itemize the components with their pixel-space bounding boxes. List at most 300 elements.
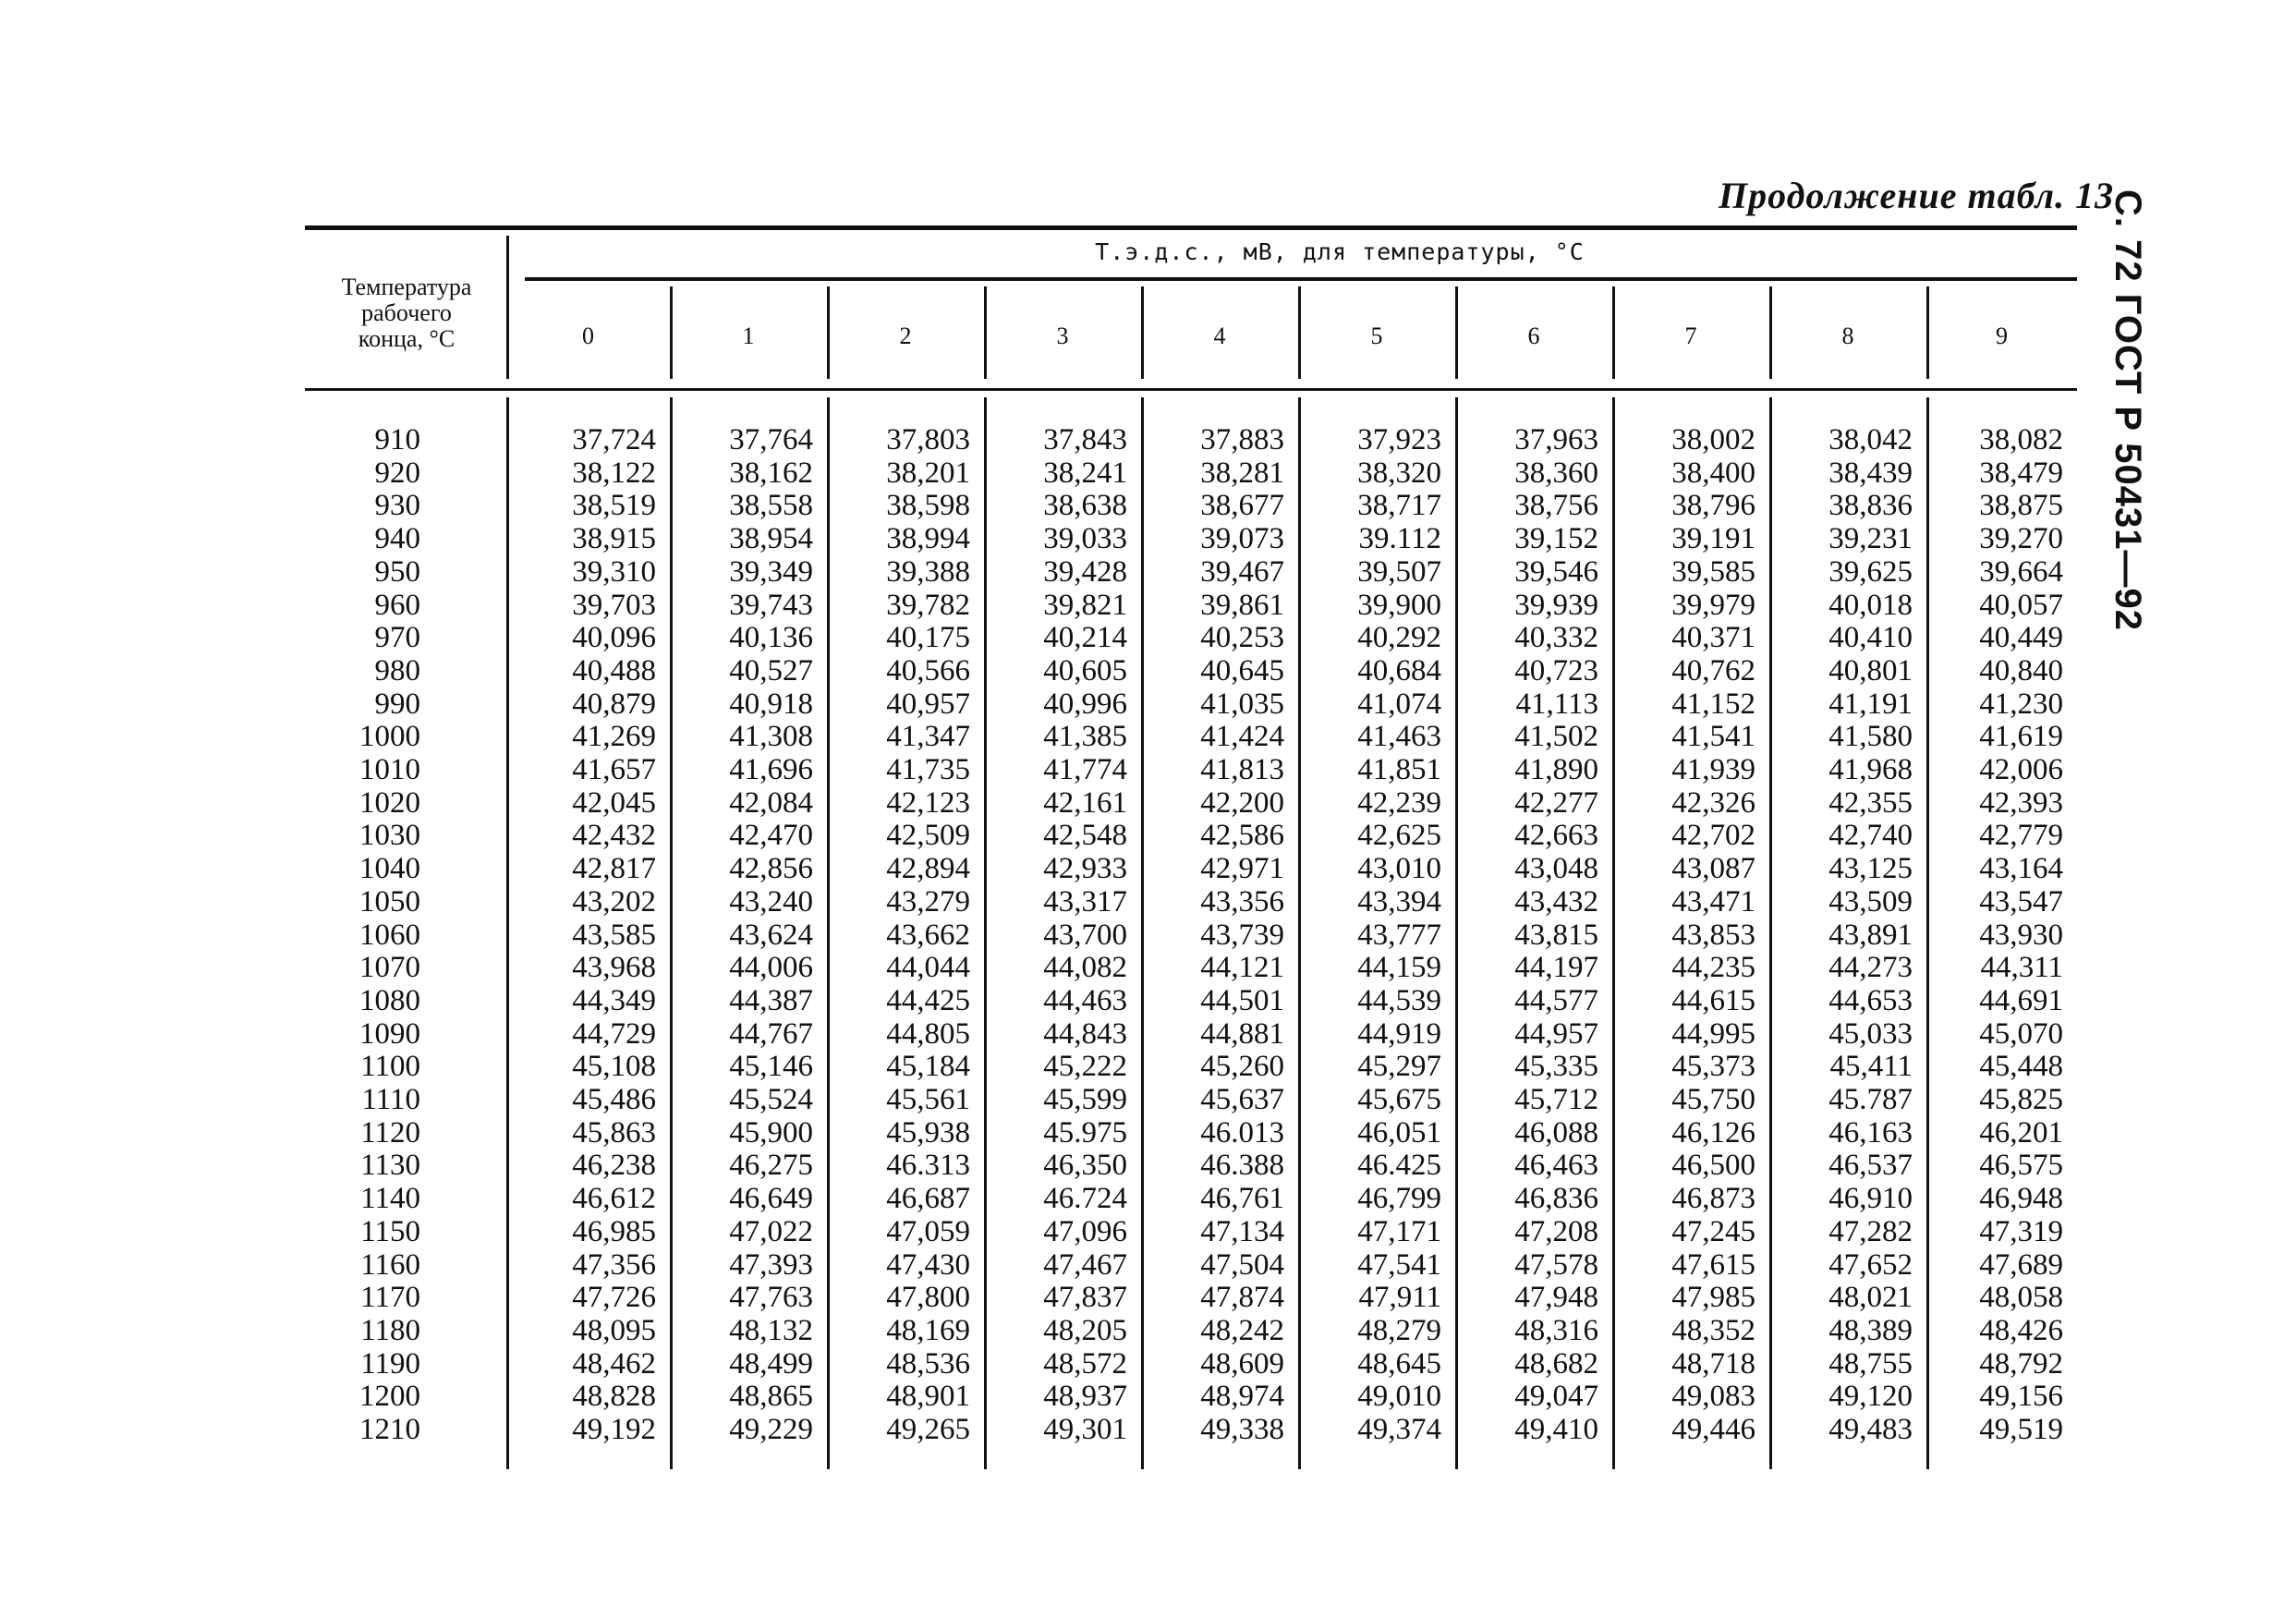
table-cell: 44,197 [1514, 951, 1598, 985]
table-cell: 37,764 [729, 423, 813, 456]
table-cell: 43,777 [1357, 918, 1441, 952]
table-row [0, 589, 2217, 622]
table-cell: 45,033 [1828, 1016, 1913, 1051]
row-temperature: 930 [374, 489, 420, 523]
table-cell: 39,388 [886, 554, 970, 589]
column-header: 3 [1056, 322, 1069, 349]
table-cell: 48,974 [1200, 1380, 1284, 1414]
table-cell: 40,332 [1514, 621, 1598, 655]
table-cell: 40,096 [572, 621, 656, 655]
table-cell: 43,240 [729, 884, 813, 918]
table-cell: 48,462 [572, 1346, 656, 1381]
table-cell: 46,575 [1979, 1149, 2063, 1183]
row-temperature: 910 [374, 423, 420, 456]
table-cell: 45,486 [572, 1083, 656, 1116]
table-cell: 42,856 [729, 852, 813, 886]
table-cell: 40,605 [1043, 653, 1127, 687]
table-cell: 42,239 [1357, 785, 1441, 820]
table-cell: 43,891 [1828, 918, 1913, 952]
row-temperature: 1150 [360, 1214, 420, 1248]
table-cell: 45,373 [1671, 1050, 1755, 1084]
table-cell: 48,242 [1200, 1313, 1284, 1347]
table-cell: 44,006 [729, 951, 813, 985]
table-cell: 43,700 [1043, 918, 1127, 952]
table-cell: 48,205 [1043, 1313, 1127, 1347]
table-cell: 48,828 [572, 1380, 656, 1414]
header-column-divider [1612, 286, 1615, 379]
table-cell: 39,703 [572, 588, 656, 622]
table-cell: 49,519 [1979, 1413, 2063, 1446]
table-cell: 40,253 [1200, 621, 1284, 655]
table-cell: 48,609 [1200, 1346, 1284, 1381]
table-cell: 41,230 [1979, 687, 2063, 721]
row-header-divider [506, 236, 509, 379]
table-cell: 39,821 [1043, 588, 1127, 622]
table-cell: 46.313 [886, 1149, 970, 1183]
header-column-divider [1141, 286, 1144, 379]
table-cell: 38,479 [1979, 456, 2063, 490]
table-cell: 42,663 [1514, 819, 1598, 853]
table-cell: 45,335 [1514, 1050, 1598, 1084]
table-cell: 41,735 [886, 753, 970, 786]
table-cell: 38,400 [1671, 456, 1755, 490]
table-cell: 40,410 [1828, 621, 1913, 655]
row-temperature: 920 [374, 456, 420, 490]
row-temperature: 1180 [360, 1313, 420, 1347]
table-cell: 38,756 [1514, 489, 1598, 523]
column-header: 9 [1996, 322, 2008, 349]
table-cell: 42,355 [1828, 785, 1913, 820]
table-cell: 42,740 [1828, 819, 1913, 853]
table-cell: 49,047 [1514, 1380, 1598, 1414]
table-cell: 48,937 [1043, 1380, 1127, 1414]
table-cell: 37,963 [1514, 423, 1598, 456]
table-cell: 42,432 [572, 819, 656, 853]
header-column-divider [1926, 286, 1929, 379]
table-cell: 40,566 [886, 653, 970, 687]
table-cell: 41,035 [1200, 687, 1284, 721]
table-cell: 37,883 [1200, 423, 1284, 456]
table-cell: 49,446 [1671, 1413, 1755, 1446]
table-cell: 47,171 [1357, 1214, 1441, 1248]
table-cell: 47,726 [572, 1281, 656, 1315]
table-cell: 38,598 [886, 489, 970, 523]
table-cell: 44,159 [1357, 951, 1441, 985]
table-cell: 47,059 [886, 1214, 970, 1248]
table-cell: 39,861 [1200, 588, 1284, 622]
table-cell: 44,273 [1828, 951, 1913, 985]
table-cell: 39,073 [1200, 522, 1284, 556]
row-temperature: 1050 [359, 884, 420, 918]
table-cell: 47,504 [1200, 1247, 1284, 1282]
table-cell: 44,235 [1671, 951, 1755, 985]
table-cell: 39,546 [1514, 554, 1598, 589]
table-cell: 48,058 [1979, 1281, 2063, 1315]
table-cell: 43,585 [572, 918, 656, 952]
table-cell: 40,136 [729, 621, 813, 655]
table-cell: 39,782 [886, 588, 970, 622]
table-cell: 46,687 [886, 1182, 970, 1216]
row-temperature: 1080 [359, 983, 420, 1017]
table-cell: 42,702 [1671, 819, 1755, 853]
table-cell: 45,561 [886, 1083, 970, 1116]
table-row [0, 1215, 2217, 1248]
table-cell: 44,995 [1671, 1016, 1755, 1051]
row-temperature: 1140 [360, 1182, 420, 1216]
table-cell: 44,729 [572, 1016, 656, 1051]
row-temperature: 1020 [359, 785, 420, 820]
table-cell: 47,615 [1671, 1247, 1755, 1282]
table-cell: 38,281 [1200, 456, 1284, 490]
table-cell: 40,645 [1200, 653, 1284, 687]
table-cell: 43,202 [572, 884, 656, 918]
table-row [0, 819, 2217, 852]
row-temperature: 1070 [359, 951, 420, 985]
table-cell: 41,191 [1828, 687, 1913, 721]
table-cell: 45,750 [1671, 1083, 1755, 1116]
table-row [0, 1116, 2217, 1150]
row-temperature: 1030 [359, 819, 420, 853]
table-cell: 41,308 [729, 720, 813, 754]
row-temperature: 1120 [360, 1115, 420, 1150]
table-cell: 46,799 [1357, 1182, 1441, 1216]
table-cell: 45.787 [1828, 1083, 1913, 1116]
table-cell: 38,042 [1828, 423, 1913, 456]
table-cell: 46,836 [1514, 1182, 1598, 1216]
table-row [0, 1182, 2217, 1215]
table-cell: 45,297 [1357, 1050, 1441, 1084]
table-cell: 47,689 [1979, 1247, 2063, 1282]
table-cell: 42,509 [886, 819, 970, 853]
table-cell: 38,954 [729, 522, 813, 556]
table-cell: 44,615 [1671, 983, 1755, 1017]
table-cell: 43,815 [1514, 918, 1598, 952]
table-cell: 42,123 [886, 785, 970, 820]
table-cell: 45,524 [729, 1083, 813, 1116]
table-cell: 43,317 [1043, 884, 1127, 918]
table-row [0, 456, 2217, 490]
table-row [0, 951, 2217, 984]
table-cell: 48,682 [1514, 1346, 1598, 1381]
table-cell: 45,675 [1357, 1083, 1441, 1116]
table-row [0, 522, 2217, 555]
table-cell: 45,938 [886, 1115, 970, 1150]
table-cell: 38,796 [1671, 489, 1755, 523]
table-cell: 45.975 [1043, 1115, 1127, 1150]
table-cell: 38,201 [886, 456, 970, 490]
table-cell: 46.724 [1043, 1182, 1127, 1216]
row-temperature: 1190 [360, 1346, 420, 1381]
table-cell: 45,712 [1514, 1083, 1598, 1116]
table-cell: 38,162 [729, 456, 813, 490]
table-cell: 49,120 [1828, 1380, 1913, 1414]
table-cell: 39,033 [1043, 522, 1127, 556]
table-row [0, 1314, 2217, 1347]
table-cell: 43,509 [1828, 884, 1913, 918]
table-row [0, 1347, 2217, 1381]
table-cell: 41,580 [1828, 720, 1913, 754]
table-cell: 41,890 [1514, 753, 1598, 786]
table-cell: 42,470 [729, 819, 813, 853]
table-cell: 44,501 [1200, 983, 1284, 1017]
table-cell: 47,356 [572, 1247, 656, 1282]
header-column-divider [1298, 286, 1301, 379]
table-cell: 40,684 [1357, 653, 1441, 687]
table-cell: 42,006 [1979, 753, 2063, 786]
table-cell: 45,863 [572, 1115, 656, 1150]
table-row [0, 489, 2217, 522]
table-cell: 47,319 [1979, 1214, 2063, 1248]
table-cell: 45,637 [1200, 1083, 1284, 1116]
table-row [0, 1149, 2217, 1182]
table-cell: 45,146 [729, 1050, 813, 1084]
table-cell: 40,488 [572, 653, 656, 687]
table-cell: 43,087 [1671, 852, 1755, 886]
table-cell: 48,572 [1043, 1346, 1127, 1381]
table-cell: 45,411 [1829, 1050, 1913, 1084]
table-cell: 38,915 [572, 522, 656, 556]
table-cell: 47,134 [1200, 1214, 1284, 1248]
table-cell: 46,873 [1671, 1182, 1755, 1216]
table-cell: 38,677 [1200, 489, 1284, 523]
table-row [0, 1248, 2217, 1282]
table-cell: 48,095 [572, 1313, 656, 1347]
row-temperature: 1100 [360, 1050, 420, 1084]
table-cell: 40,371 [1671, 621, 1755, 655]
table-cell: 40,918 [729, 687, 813, 721]
table-cell: 42,971 [1200, 852, 1284, 886]
table-cell: 48,792 [1979, 1346, 2063, 1381]
table-cell: 46,126 [1671, 1115, 1755, 1150]
table-cell: 48,901 [886, 1380, 970, 1414]
table-cell: 43,048 [1514, 852, 1598, 886]
table-cell: 47,245 [1671, 1214, 1755, 1248]
table-cell: 45,599 [1043, 1083, 1127, 1116]
table-cell: 41,385 [1043, 720, 1127, 754]
table-cell: 49,083 [1671, 1380, 1755, 1414]
table-cell: 38,002 [1671, 423, 1755, 456]
table-cell: 49,338 [1200, 1413, 1284, 1446]
table-cell: 46,761 [1200, 1182, 1284, 1216]
table-cell: 49,374 [1357, 1413, 1441, 1446]
table-cell: 42,277 [1514, 785, 1598, 820]
table-cell: 47,874 [1200, 1281, 1284, 1315]
table-cell: 46,948 [1979, 1182, 2063, 1216]
table-cell: 46,051 [1357, 1115, 1441, 1150]
table-cell: 37,803 [886, 423, 970, 456]
table-cell: 48,352 [1671, 1313, 1755, 1347]
table-cell: 44,881 [1200, 1016, 1284, 1051]
table-cell: 49,229 [729, 1413, 813, 1446]
table-cell: 46,985 [572, 1214, 656, 1248]
table-cell: 39,349 [729, 554, 813, 589]
table-cell: 43,853 [1671, 918, 1755, 952]
table-cell: 48,316 [1514, 1313, 1598, 1347]
table-cell: 46,463 [1514, 1149, 1598, 1183]
table-cell: 41,347 [886, 720, 970, 754]
table-cell: 39,310 [572, 554, 656, 589]
row-temperature: 1210 [359, 1413, 420, 1446]
table-cell: 44,577 [1514, 983, 1598, 1017]
table-cell: 41,851 [1357, 753, 1441, 786]
table-cell: 41,619 [1979, 720, 2063, 754]
table-cell: 46,612 [572, 1182, 656, 1216]
table-cell: 45,184 [886, 1050, 970, 1084]
table-cell: 47,911 [1358, 1281, 1441, 1315]
group-header: Т.э.д.с., мВ, для температуры, °С [1095, 238, 1585, 265]
table-cell: 48,645 [1357, 1346, 1441, 1381]
table-cell: 44,957 [1514, 1016, 1598, 1051]
table-cell: 40,175 [886, 621, 970, 655]
table-cell: 47,763 [729, 1281, 813, 1315]
table-cell: 38,360 [1514, 456, 1598, 490]
table-cell: 40,527 [729, 653, 813, 687]
table-cell: 43,471 [1671, 884, 1755, 918]
table-cell: 48,169 [886, 1313, 970, 1347]
table-cell: 39.112 [1358, 522, 1441, 556]
table-cell: 46.013 [1200, 1115, 1284, 1150]
table-cell: 39,939 [1514, 588, 1598, 622]
table-cell: 48,865 [729, 1380, 813, 1414]
table-cell: 44,311 [1980, 951, 2063, 985]
row-temperature: 960 [374, 588, 420, 622]
table-cell: 38,994 [886, 522, 970, 556]
table-cell: 47,393 [729, 1247, 813, 1282]
table-cell: 47,282 [1828, 1214, 1913, 1248]
table-cell: 38,638 [1043, 489, 1127, 523]
table-cell: 40,801 [1828, 653, 1913, 687]
table-cell: 38,836 [1828, 489, 1913, 523]
table-cell: 48,499 [729, 1346, 813, 1381]
table-cell: 48,132 [729, 1313, 813, 1347]
table-row [0, 621, 2217, 654]
table-cell: 41,463 [1357, 720, 1441, 754]
table-row [0, 1050, 2217, 1083]
table-row [0, 720, 2217, 753]
table-cell: 47,948 [1514, 1281, 1598, 1315]
table-cell: 39,191 [1671, 522, 1755, 556]
table-cell: 43,125 [1828, 852, 1913, 886]
table-cell: 49,010 [1357, 1380, 1441, 1414]
table-cell: 44,463 [1043, 983, 1127, 1017]
table-cell: 45,825 [1979, 1083, 2063, 1116]
table-cell: 38,558 [729, 489, 813, 523]
table-cell: 40,840 [1979, 653, 2063, 687]
table-row [0, 1083, 2217, 1116]
table-cell: 39,979 [1671, 588, 1755, 622]
table-cell: 46.388 [1200, 1149, 1284, 1183]
header-column-divider [984, 286, 987, 379]
table-cell: 39,507 [1357, 554, 1441, 589]
table-cell: 48,279 [1357, 1313, 1441, 1347]
table-cell: 48,718 [1671, 1346, 1755, 1381]
table-cell: 46,350 [1043, 1149, 1127, 1183]
table-cell: 41,657 [572, 753, 656, 786]
table-cell: 41,152 [1671, 687, 1755, 721]
table-cell: 37,843 [1043, 423, 1127, 456]
table-cell: 41,939 [1671, 753, 1755, 786]
table-cell: 45,108 [572, 1050, 656, 1084]
table-cell: 48,755 [1828, 1346, 1913, 1381]
table-cell: 44,843 [1043, 1016, 1127, 1051]
row-temperature: 1000 [359, 720, 420, 754]
table-cell: 47,541 [1357, 1247, 1441, 1282]
table-cell: 44,767 [729, 1016, 813, 1051]
table-cell: 42,084 [729, 785, 813, 820]
table-cell: 46,238 [572, 1149, 656, 1183]
table-cell: 40,057 [1979, 588, 2063, 622]
table-cell: 49,265 [886, 1413, 970, 1446]
row-temperature: 1200 [359, 1380, 420, 1414]
table-cell: 44,425 [886, 983, 970, 1017]
table-row [0, 885, 2217, 918]
column-header: 7 [1684, 322, 1697, 349]
table-cell: 46,201 [1979, 1115, 2063, 1150]
table-cell: 43,356 [1200, 884, 1284, 918]
table-cell: 43,662 [886, 918, 970, 952]
table-cell: 43,930 [1979, 918, 2063, 952]
table-cell: 42,817 [572, 852, 656, 886]
table-cell: 44,387 [729, 983, 813, 1017]
row-temperature: 980 [374, 653, 420, 687]
table-cell: 44,691 [1979, 983, 2063, 1017]
table-cell: 44,044 [886, 951, 970, 985]
row-header-line-3: конца, °С [358, 325, 456, 352]
table-cell: 43,164 [1979, 852, 2063, 886]
table-cell: 40,762 [1671, 653, 1755, 687]
row-header-line-2: рабочего [361, 299, 452, 326]
column-header: 6 [1527, 322, 1540, 349]
table-cell: 43,739 [1200, 918, 1284, 952]
table-cell: 38,875 [1979, 489, 2063, 523]
table-cell: 40,018 [1828, 588, 1913, 622]
table-cell: 43,624 [729, 918, 813, 952]
table-cell: 41,113 [1515, 687, 1598, 721]
table-cell: 42,779 [1979, 819, 2063, 853]
table-cell: 45,222 [1043, 1050, 1127, 1084]
header-bottom-rule [305, 388, 2077, 391]
table-cell: 42,200 [1200, 785, 1284, 820]
table-cell: 43,394 [1357, 884, 1441, 918]
table-cell: 44,349 [572, 983, 656, 1017]
table-cell: 47,578 [1514, 1247, 1598, 1282]
table-cell: 42,933 [1043, 852, 1127, 886]
table-cell: 46,088 [1514, 1115, 1598, 1150]
row-temperature: 990 [374, 687, 420, 721]
table-cell: 44,082 [1043, 951, 1127, 985]
row-temperature: 1060 [359, 918, 420, 952]
header-column-divider [1769, 286, 1772, 379]
table-cell: 40,996 [1043, 687, 1127, 721]
table-cell: 38,082 [1979, 423, 2063, 456]
table-cell: 42,161 [1043, 785, 1127, 820]
table-cell: 39,664 [1979, 554, 2063, 589]
table-row [0, 984, 2217, 1017]
table-row [0, 1380, 2217, 1413]
header-column-divider [1455, 286, 1458, 379]
table-cell: 42,625 [1357, 819, 1441, 853]
table-cell: 43,279 [886, 884, 970, 918]
table-cell: 46,163 [1828, 1115, 1913, 1150]
table-cell: 40,723 [1514, 653, 1598, 687]
column-header: 2 [899, 322, 912, 349]
table-row [0, 753, 2217, 786]
table-cell: 43,432 [1514, 884, 1598, 918]
table-row [0, 687, 2217, 721]
row-temperature: 940 [374, 522, 420, 556]
table-cell: 48,021 [1828, 1281, 1913, 1315]
table-cell: 40,879 [572, 687, 656, 721]
